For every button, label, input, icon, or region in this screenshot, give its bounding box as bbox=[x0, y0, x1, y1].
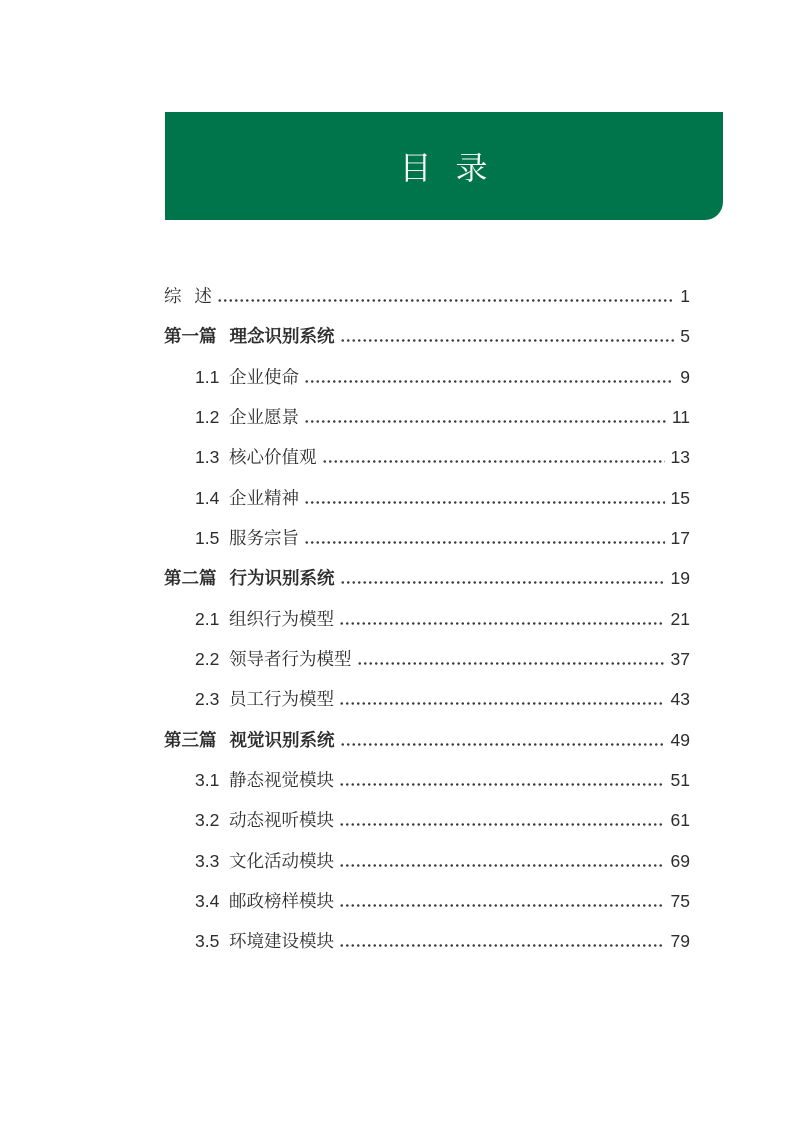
toc-entry-number: 第三篇 bbox=[164, 729, 217, 750]
toc-list bbox=[164, 276, 690, 962]
toc-entry-title: 领导者行为模型 bbox=[229, 648, 352, 669]
toc-entry-number: 3.4 bbox=[195, 890, 220, 911]
dot-leader-icon bbox=[217, 299, 674, 302]
toc-entry-title: 理念识别系统 bbox=[229, 326, 335, 347]
toc-entry bbox=[164, 921, 690, 961]
toc-entry-title: 组织行为模型 bbox=[229, 608, 334, 629]
toc-entry bbox=[164, 316, 690, 356]
toc-entry-number: 1.3 bbox=[195, 447, 220, 468]
toc-entry-number: 3.1 bbox=[195, 769, 220, 790]
dot-leader-icon bbox=[339, 702, 665, 705]
dot-leader-icon bbox=[339, 864, 665, 867]
toc-entry bbox=[164, 478, 690, 518]
toc-entry-page: 5 bbox=[680, 326, 690, 347]
toc-entry-page: 51 bbox=[670, 769, 690, 790]
toc-entry-number: 1.4 bbox=[195, 487, 220, 508]
toc-entry-title: 文化活动模块 bbox=[229, 850, 334, 871]
toc-entry bbox=[164, 276, 690, 316]
toc-entry-title: 企业使命 bbox=[229, 366, 299, 387]
dot-leader-icon bbox=[340, 743, 665, 746]
toc-entry bbox=[164, 397, 690, 437]
toc-entry bbox=[164, 881, 690, 921]
dot-leader-icon bbox=[322, 460, 665, 463]
dot-leader-icon bbox=[357, 662, 665, 665]
toc-entry-title: 企业愿景 bbox=[229, 406, 299, 427]
toc-entry-page: 9 bbox=[680, 366, 690, 387]
toc-entry-number: 2.1 bbox=[195, 608, 220, 629]
toc-entry bbox=[164, 518, 690, 558]
toc-entry bbox=[164, 760, 690, 800]
toc-entry-page: 69 bbox=[670, 850, 690, 871]
dot-leader-icon bbox=[340, 581, 665, 584]
toc-entry-number: 第二篇 bbox=[164, 568, 217, 589]
toc-entry-number: 第一篇 bbox=[164, 326, 217, 347]
toc-entry-page: 49 bbox=[670, 729, 690, 750]
toc-entry-page: 79 bbox=[670, 931, 690, 952]
toc-entry-page: 17 bbox=[670, 527, 690, 548]
toc-entry-number: 1.5 bbox=[195, 527, 220, 548]
toc-banner bbox=[165, 112, 723, 220]
toc-entry-number: 2.2 bbox=[195, 648, 220, 669]
toc-entry-number: 1.1 bbox=[195, 366, 220, 387]
toc-entry-page: 75 bbox=[670, 890, 690, 911]
dot-leader-icon bbox=[339, 823, 665, 826]
toc-entry-title: 综 述 bbox=[164, 286, 212, 306]
dot-leader-icon bbox=[304, 420, 666, 423]
toc-entry bbox=[164, 599, 690, 639]
toc-entry-title: 员工行为模型 bbox=[229, 689, 334, 710]
toc-entry-page: 37 bbox=[670, 648, 690, 669]
toc-entry-title: 环境建设模块 bbox=[229, 931, 334, 952]
toc-entry-number: 2.3 bbox=[195, 689, 220, 710]
toc-entry-number: 3.5 bbox=[195, 931, 220, 952]
toc-entry-title: 动态视听模块 bbox=[229, 810, 334, 831]
toc-entry-page: 19 bbox=[670, 568, 690, 589]
toc-entry bbox=[164, 841, 690, 881]
toc-entry bbox=[164, 679, 690, 719]
dot-leader-icon bbox=[339, 944, 665, 947]
toc-entry bbox=[164, 357, 690, 397]
toc-entry bbox=[164, 639, 690, 679]
toc-entry-title: 行为识别系统 bbox=[229, 568, 335, 589]
dot-leader-icon bbox=[304, 380, 674, 383]
dot-leader-icon bbox=[339, 622, 665, 625]
dot-leader-icon bbox=[340, 339, 675, 342]
toc-entry-number: 3.2 bbox=[195, 810, 220, 831]
toc-entry bbox=[164, 558, 690, 598]
toc-entry-title: 邮政榜样模块 bbox=[229, 890, 334, 911]
toc-entry-page: 1 bbox=[680, 286, 690, 306]
toc-entry-page: 61 bbox=[670, 810, 690, 831]
toc-entry-page: 43 bbox=[670, 689, 690, 710]
toc-entry-title: 企业精神 bbox=[229, 487, 299, 508]
toc-entry-title: 视觉识别系统 bbox=[229, 729, 335, 750]
toc-entry-number: 3.3 bbox=[195, 850, 220, 871]
toc-entry-title: 服务宗旨 bbox=[229, 527, 299, 548]
toc-entry-title: 核心价值观 bbox=[229, 447, 317, 468]
dot-leader-icon bbox=[304, 541, 665, 544]
dot-leader-icon bbox=[339, 783, 665, 786]
toc-entry-page: 21 bbox=[670, 608, 690, 629]
page-title: 目 录 bbox=[399, 150, 489, 186]
dot-leader-icon bbox=[339, 904, 665, 907]
toc-entry-page: 13 bbox=[670, 447, 690, 468]
toc-entry bbox=[164, 800, 690, 840]
dot-leader-icon bbox=[304, 501, 665, 504]
toc-entry-page: 15 bbox=[670, 487, 690, 508]
toc-entry bbox=[164, 437, 690, 477]
toc-entry-title: 静态视觉模块 bbox=[229, 769, 334, 790]
toc-entry bbox=[164, 720, 690, 760]
toc-entry-number: 1.2 bbox=[195, 406, 220, 427]
toc-entry-page: 11 bbox=[671, 406, 690, 427]
